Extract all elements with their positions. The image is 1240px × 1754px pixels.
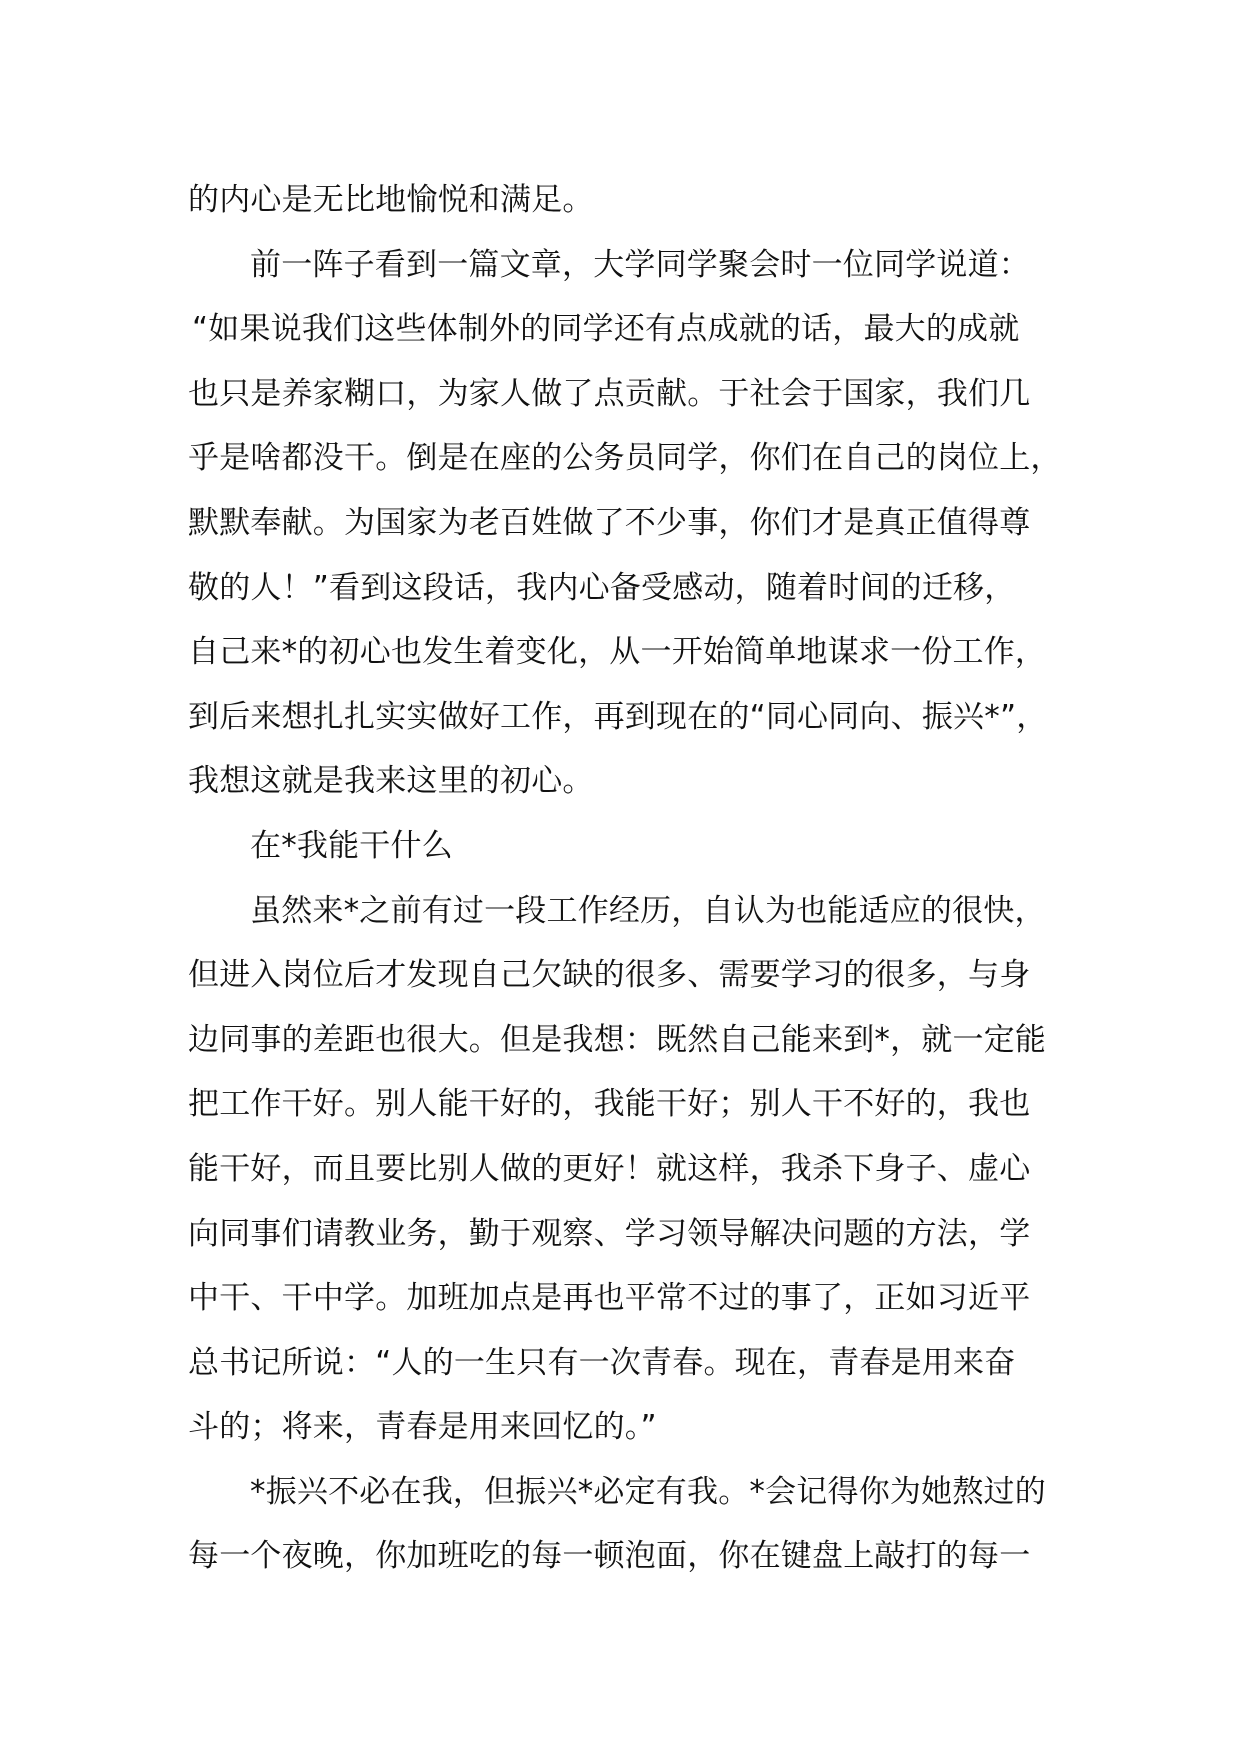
text-line: 前一阵子看到一篇文章，大学同学聚会时一位同学说道： <box>250 246 1030 283</box>
text-line: 乎是啥都没干。倒是在座的公务员同学，你们在自己的岗位上， <box>188 440 1062 477</box>
text-line: 斗的；将来，青春是用来回忆的。” <box>188 1409 657 1446</box>
document-body <box>188 168 1088 1589</box>
text-line: 总书记所说：“人的一生只有一次青春。现在，青春是用来奋 <box>188 1344 1016 1381</box>
text-line: 我想这就是我来这里的初心。 <box>188 763 594 800</box>
text-line: 敬的人！”看到这段话，我内心备受感动，随着时间的迁移， <box>188 569 1016 606</box>
text-line: 的内心是无比地愉悦和满足。 <box>188 182 594 218</box>
text-line: 虽然来*之前有过一段工作经历，自认为也能适应的很快， <box>250 892 1046 929</box>
text-line: 把工作干好。别人能干好的，我能干好；别人干不好的，我也 <box>188 1086 1031 1123</box>
text-line: 向同事们请教业务，勤于观察、学习领导解决问题的方法，学 <box>188 1215 1031 1252</box>
section-heading: 在*我能干什么 <box>250 827 453 864</box>
text-line: 自己来*的初心也发生着变化，从一开始简单地谋求一份工作， <box>188 634 1047 671</box>
text-line: 能干好，而且要比别人做的更好！就这样，我杀下身子、虚心 <box>188 1150 1031 1187</box>
text-line: 每一个夜晚，你加班吃的每一顿泡面，你在键盘上敲打的每一 <box>188 1538 1031 1575</box>
text-line: 默默奉献。为国家为老百姓做了不少事，你们才是真正值得尊 <box>188 504 1031 541</box>
text-line: 边同事的差距也很大。但是我想：既然自己能来到*，就一定能 <box>188 1021 1047 1058</box>
text-line: *振兴不必在我，但振兴*必定有我。*会记得你为她熬过的 <box>250 1473 1046 1510</box>
text-line: 到后来想扎扎实实做好工作，再到现在的“同心同向、振兴*”， <box>188 698 1048 735</box>
text-line: 中干、干中学。加班加点是再也平常不过的事了，正如习近平 <box>188 1280 1031 1317</box>
text-line: 也只是养家糊口，为家人做了点贡献。于社会于国家，我们几 <box>188 375 1031 412</box>
text-line: “如果说我们这些体制外的同学还有点成就的话，最大的成就 <box>192 311 1020 348</box>
text-line: 但进入岗位后才发现自己欠缺的很多、需要学习的很多，与身 <box>188 957 1031 994</box>
